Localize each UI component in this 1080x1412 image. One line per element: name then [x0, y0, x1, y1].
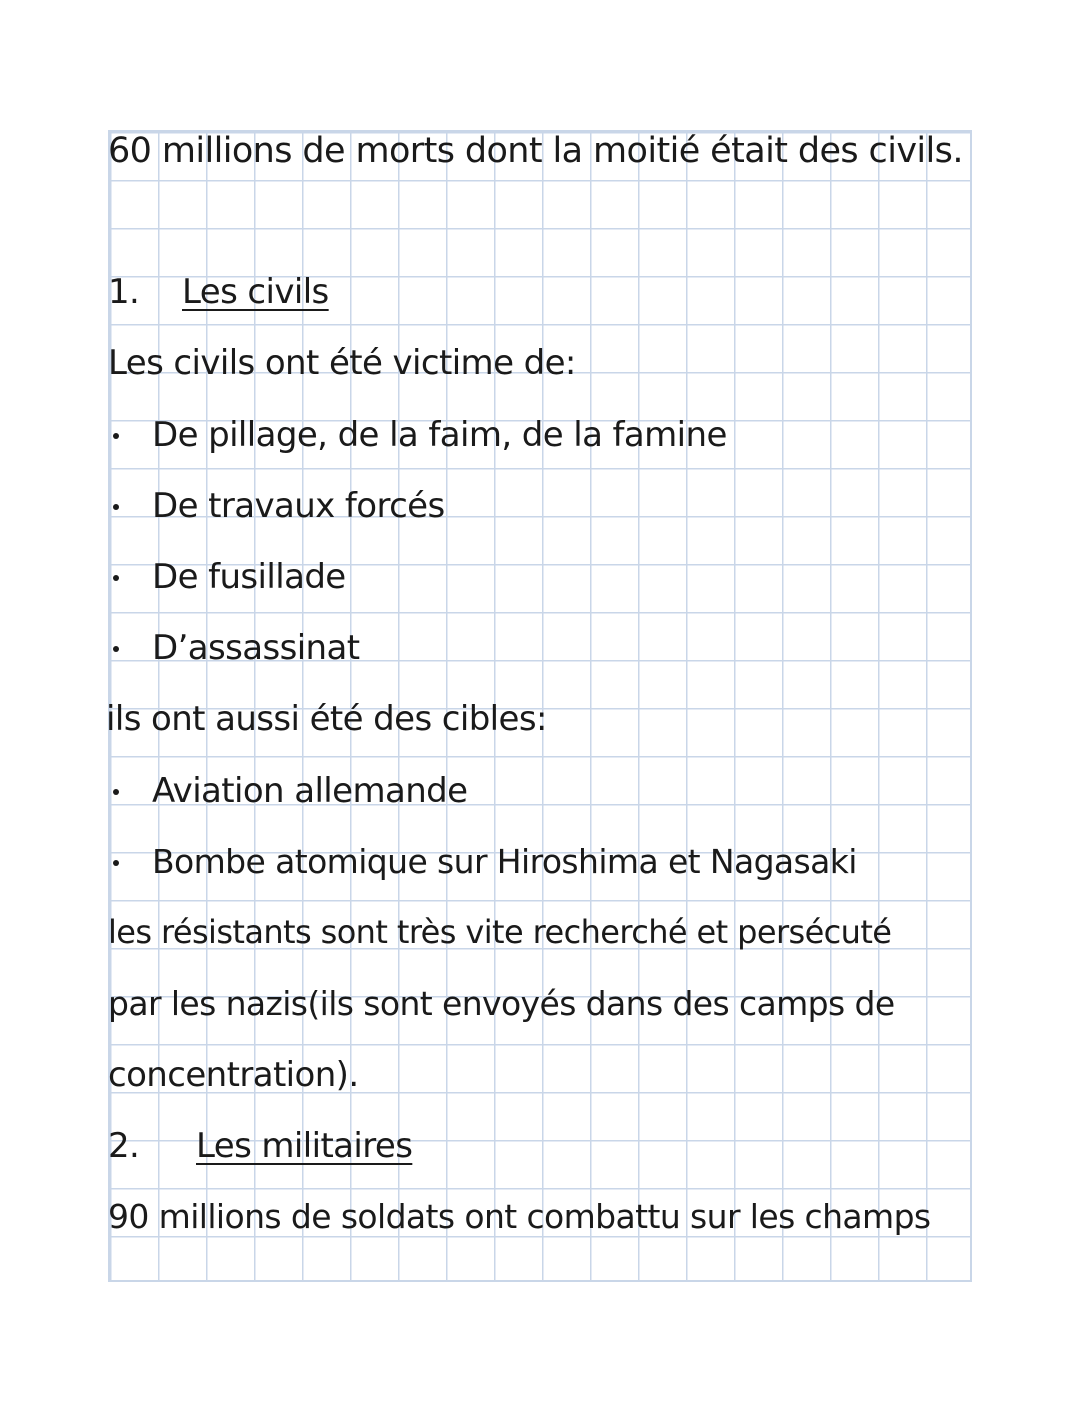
- section-2-title: Les militaires: [196, 1126, 413, 1166]
- section-1-title: Les civils: [182, 272, 329, 312]
- section-1-number: 1.: [108, 272, 140, 312]
- bullet-dot: [113, 646, 119, 652]
- list-item: Bombe atomique sur Hiroshima et Nagasaki: [152, 842, 857, 881]
- bullet-dot: [113, 789, 119, 795]
- resistants-line: par les nazis(ils sont envoyés dans des camps de: [108, 984, 895, 1023]
- intro-line: 60 millions de morts dont la moitié était des civils.: [108, 131, 963, 171]
- resistants-line: concentration).: [108, 1055, 359, 1095]
- list-item: De travaux forcés: [152, 486, 445, 526]
- targets-lead: ils ont aussi été des cibles:: [106, 699, 547, 739]
- list-item: De fusillade: [152, 557, 346, 597]
- section-2-number: 2.: [108, 1126, 140, 1166]
- list-item: D’assassinat: [152, 628, 360, 668]
- resistants-line: les résistants sont très vite recherché et persécuté: [108, 913, 892, 951]
- list-item: De pillage, de la faim, de la famine: [152, 415, 727, 455]
- bullet-dot: [113, 504, 119, 510]
- bullet-dot: [113, 860, 119, 866]
- section-1-lead: Les civils ont été victime de:: [108, 343, 576, 383]
- list-item: Aviation allemande: [152, 771, 468, 811]
- section-2-line: 90 millions de soldats ont combattu sur les champs: [108, 1197, 931, 1236]
- bullet-dot: [113, 575, 119, 581]
- bullet-dot: [113, 433, 119, 439]
